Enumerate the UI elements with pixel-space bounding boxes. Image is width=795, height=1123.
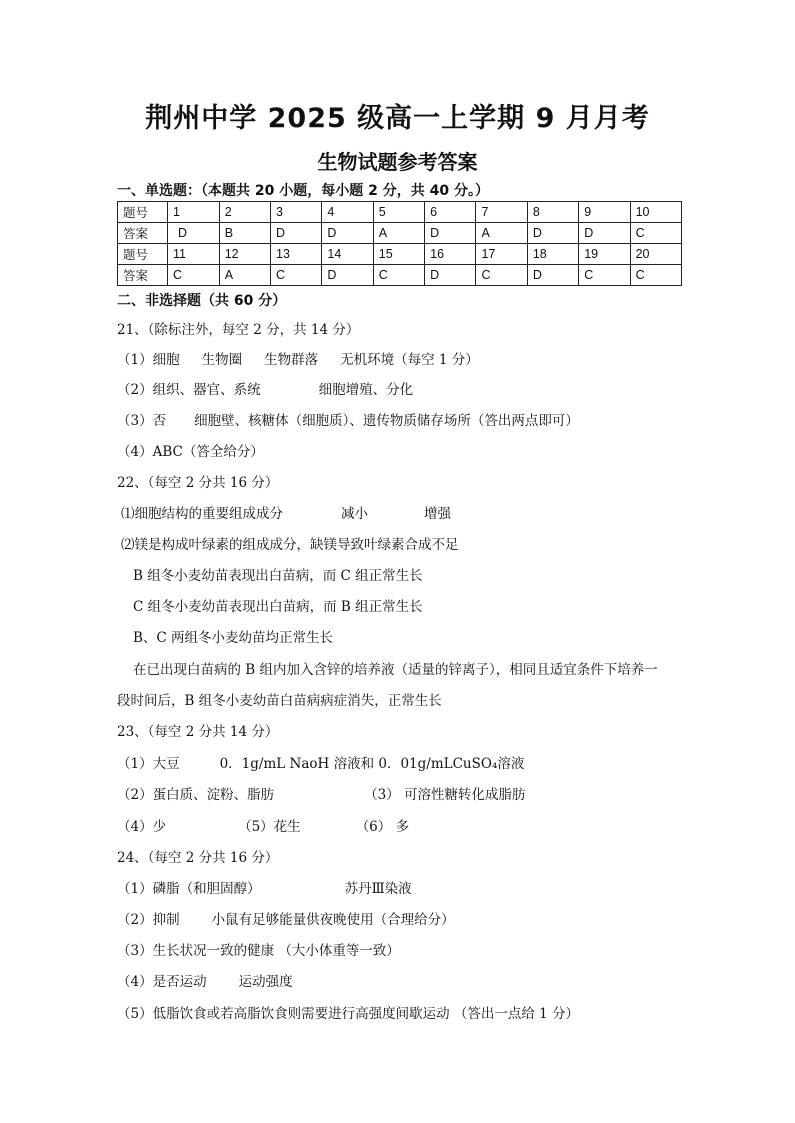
answer-text: （1）磷脂（和胆固醇） bbox=[117, 881, 261, 897]
answer-cell: D bbox=[425, 223, 476, 244]
table-row bbox=[118, 223, 682, 244]
answer-cell: C bbox=[630, 223, 681, 244]
answer-cell: D bbox=[322, 223, 373, 244]
q23-answer-3 bbox=[117, 815, 409, 835]
row-label: 题号 bbox=[118, 202, 168, 223]
question-number: 12 bbox=[219, 244, 270, 265]
question-number: 13 bbox=[271, 244, 322, 265]
answer-text: （5）花生 bbox=[238, 819, 301, 835]
question-number: 7 bbox=[476, 202, 527, 223]
answer-cell: D bbox=[322, 265, 373, 286]
q22-answer-5: B、C 两组冬小麦幼苗均正常生长 bbox=[133, 630, 334, 646]
row-label: 题号 bbox=[118, 244, 168, 265]
q22-answer-2: ⑵镁是构成叶绿素的组成成分，缺镁导致叶绿素合成不足 bbox=[121, 537, 459, 553]
answer-text: 增强 bbox=[424, 506, 451, 522]
answer-text: 0．1g/mL NaoH 溶液和 0．01g/mLCuSO₄溶液 bbox=[219, 756, 525, 772]
answer-text: 生物群落 bbox=[264, 352, 319, 368]
question-number: 4 bbox=[322, 202, 373, 223]
q21-answer-2 bbox=[117, 378, 413, 398]
q24-answer-1 bbox=[117, 877, 412, 897]
question-number: 16 bbox=[425, 244, 476, 265]
answer-text: 苏丹Ⅲ染液 bbox=[344, 881, 412, 897]
answer-text: 小鼠有足够能量供夜晚使用（合理给分） bbox=[211, 912, 455, 928]
question-number: 10 bbox=[630, 202, 681, 223]
answer-text: ⑴细胞结构的重要组成成分 bbox=[121, 506, 283, 522]
question-number: 5 bbox=[373, 202, 424, 223]
q22-answer-4: C 组冬小麦幼苗表现出白苗病，而 B 组正常生长 bbox=[133, 599, 423, 615]
question-number: 11 bbox=[168, 244, 220, 265]
answer-cell: C bbox=[271, 265, 322, 286]
answer-text: （4）少 bbox=[117, 819, 167, 835]
q23-answer-1 bbox=[117, 752, 524, 772]
question-number: 2 bbox=[219, 202, 270, 223]
question-number: 6 bbox=[425, 202, 476, 223]
q22-answer-7: 段时间后，B 组冬小麦幼苗白苗病病症消失，正常生长 bbox=[117, 693, 442, 709]
q24-answer-4 bbox=[117, 970, 293, 990]
answer-text: 细胞壁、核糖体（细胞质）、遗传物质储存场所（答出两点即可） bbox=[194, 413, 579, 429]
question-number: 20 bbox=[630, 244, 681, 265]
answer-text: （1）细胞 bbox=[117, 352, 180, 368]
table-row bbox=[118, 244, 682, 265]
answer-text: （2）组织、器官、系统 bbox=[117, 382, 261, 398]
answer-cell: D bbox=[168, 223, 220, 244]
section1-heading: 一、单选题：（本题共 20 小题，每小题 2 分，共 40 分。） bbox=[117, 183, 489, 199]
answer-cell: D bbox=[527, 223, 578, 244]
answer-cell: A bbox=[373, 223, 424, 244]
answer-cell: C bbox=[168, 265, 220, 286]
answer-cell: C bbox=[476, 265, 527, 286]
answer-cell: D bbox=[527, 265, 578, 286]
row-label: 答案 bbox=[118, 223, 168, 244]
answer-text: 减小 bbox=[341, 506, 368, 522]
answer-text: （1）大豆 bbox=[117, 756, 180, 772]
question-number: 9 bbox=[579, 202, 630, 223]
q23-header: 23、（每空 2 分共 14 分） bbox=[117, 724, 279, 740]
answer-cell: D bbox=[425, 265, 476, 286]
q22-header: 22、（每空 2 分共 16 分） bbox=[117, 475, 279, 491]
answer-table bbox=[117, 201, 682, 286]
question-number: 19 bbox=[579, 244, 630, 265]
page-subtitle: 生物试题参考答案 bbox=[317, 150, 478, 174]
answer-cell: C bbox=[630, 265, 681, 286]
q22-answer-3: B 组冬小麦幼苗表现出白苗病，而 C 组正常生长 bbox=[133, 568, 423, 584]
answer-text: 无机环境（每空 1 分） bbox=[340, 352, 479, 368]
question-number: 18 bbox=[527, 244, 578, 265]
answer-text: （3）否 bbox=[117, 413, 167, 429]
q24-header: 24、（每空 2 分共 16 分） bbox=[117, 850, 279, 866]
question-number: 17 bbox=[476, 244, 527, 265]
q21-header: 21、（除标注外，每空 2 分，共 14 分） bbox=[117, 322, 360, 338]
page-title: 荆州中学 2025 级高一上学期 9 月月考 bbox=[145, 103, 650, 134]
question-number: 3 bbox=[271, 202, 322, 223]
answer-text: （2）抑制 bbox=[117, 912, 180, 928]
answer-text: （6） 多 bbox=[355, 819, 410, 835]
q22-answer-6: 在已出现白苗病的 B 组内加入含锌的培养液（适量的锌离子），相同且适宜条件下培养一 bbox=[133, 662, 658, 678]
answer-cell: D bbox=[271, 223, 322, 244]
answer-text: （2）蛋白质、淀粉、脂肪 bbox=[117, 787, 275, 803]
answer-text: （4）是否运动 bbox=[117, 974, 207, 990]
q24-answer-3: （3）生长状况一致的健康 （大小体重等一致） bbox=[117, 943, 400, 959]
q24-answer-5: （5）低脂饮食或若高脂饮食则需要进行高强度间歇运动 （答出一点给 1 分） bbox=[117, 1006, 580, 1022]
q24-answer-2 bbox=[117, 908, 455, 928]
q22-answer-1 bbox=[121, 502, 451, 522]
q23-answer-2 bbox=[117, 783, 525, 803]
q21-answer-4: （4）ABC（答全给分） bbox=[117, 444, 264, 460]
answer-text: 生物圈 bbox=[201, 352, 243, 368]
answer-cell: C bbox=[373, 265, 424, 286]
answer-text: 细胞增殖、分化 bbox=[318, 382, 414, 398]
question-number: 8 bbox=[527, 202, 578, 223]
answer-text: （3） 可溶性糖转化成脂肪 bbox=[364, 787, 526, 803]
table-row bbox=[118, 202, 682, 223]
answer-text: 运动强度 bbox=[238, 974, 293, 990]
answer-cell: A bbox=[476, 223, 527, 244]
section2-heading: 二、非选择题（共 60 分） bbox=[117, 293, 287, 309]
answer-cell: B bbox=[219, 223, 270, 244]
answer-cell: D bbox=[579, 223, 630, 244]
row-label: 答案 bbox=[118, 265, 168, 286]
answer-cell: C bbox=[579, 265, 630, 286]
table-row bbox=[118, 265, 682, 286]
q21-answer-1 bbox=[117, 348, 479, 368]
answer-cell: A bbox=[219, 265, 270, 286]
q21-answer-3 bbox=[117, 409, 579, 429]
question-number: 15 bbox=[373, 244, 424, 265]
question-number: 1 bbox=[168, 202, 220, 223]
question-number: 14 bbox=[322, 244, 373, 265]
